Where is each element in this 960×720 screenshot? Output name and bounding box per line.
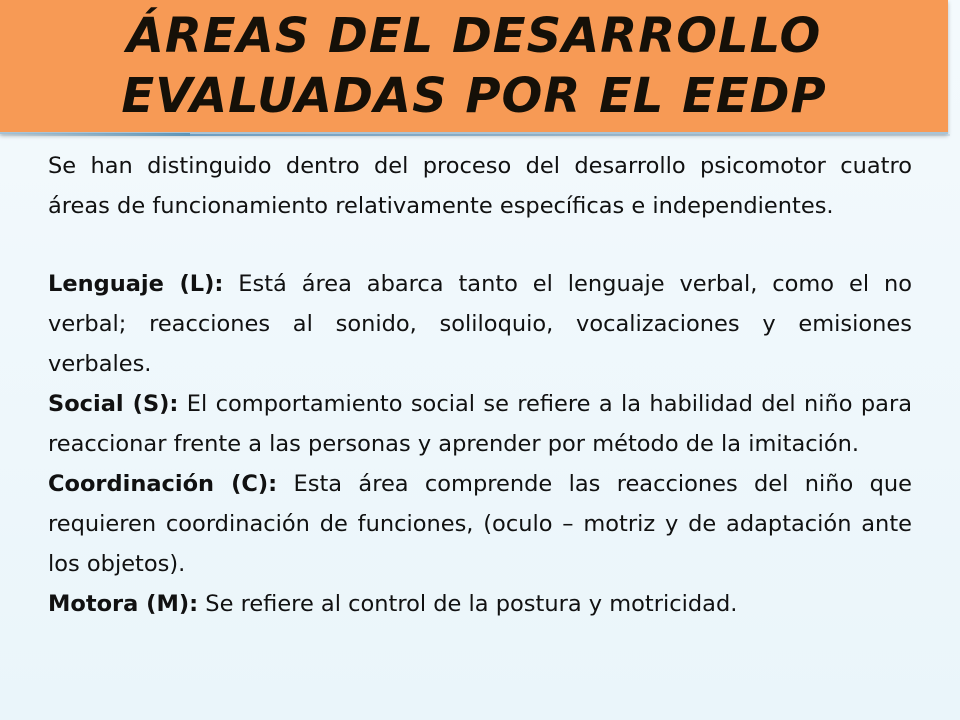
area-language-term: Lenguaje (L): (48, 271, 224, 297)
area-social-text: El comportamiento social se refiere a la habilidad del niño para reaccionar frente a las personas y aprender por método de la imitación. (48, 391, 912, 457)
area-language (48, 264, 912, 384)
area-motor-text: Se refiere al control de la postura y motricidad. (198, 591, 738, 617)
area-coordination-text: Esta área comprende las reacciones del niño que requieren coordinación de funciones, (oculo – motriz y de adaptación ante los objetos). (48, 471, 912, 577)
title-line-1: ÁREAS DEL DESARROLLO (126, 8, 822, 64)
intro-paragraph: Se han distinguido dentro del proceso del desarrollo psicomotor cuatro áreas de funcionamiento relativamente específicas e independientes. (48, 153, 912, 219)
spacer (48, 226, 912, 264)
slide-body (48, 146, 912, 624)
area-social-term: Social (S): (48, 391, 179, 417)
area-language-text: Está área abarca tanto el lenguaje verbal, como el no verbal; reacciones al sonido, soliloquio, vocalizaciones y emisiones verbales. (48, 271, 912, 377)
title-band (0, 0, 948, 134)
accent-line-left (0, 133, 190, 136)
area-social (48, 384, 912, 464)
area-motor-term: Motora (M): (48, 591, 199, 617)
accent-line-right (190, 134, 950, 136)
area-motor (48, 584, 912, 624)
area-coordination-term: Coordinación (C): (48, 471, 278, 497)
slide-title (0, 6, 948, 126)
title-line-2: EVALUADAS POR EL EEDP (121, 68, 827, 124)
area-coordination (48, 464, 912, 584)
